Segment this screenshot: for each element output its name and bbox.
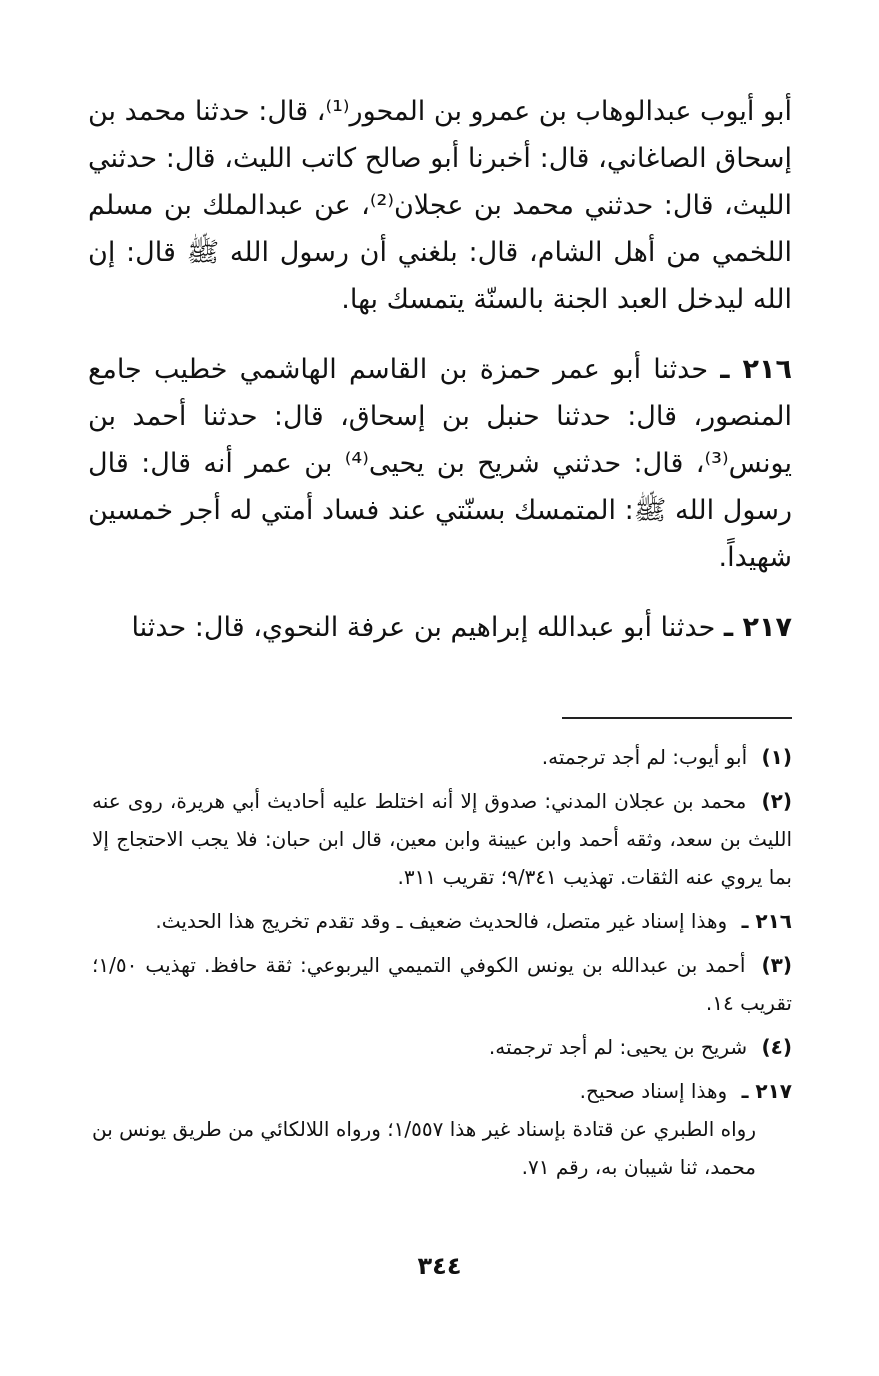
main-text-block xyxy=(88,88,792,651)
hadith-217 xyxy=(88,604,792,651)
hadith-text: حدثنا أبو عبدالله إبراهيم بن عرفة النحوي، قال: حدثنا xyxy=(131,612,716,643)
hadith-number: ٢١٧ ـ xyxy=(723,612,792,643)
hadith-216 xyxy=(88,346,792,581)
footnote-217 xyxy=(92,1072,792,1186)
footnote-text: أبو أيوب: لم أجد ترجمته. xyxy=(541,745,748,769)
footnote-text: محمد بن عجلان المدني: صدوق إلا أنه اختلط عليه أحاديث أبي هريرة، روى عنه الليث بن سعد، وثقه أحمد وابن عيينة وابن معين، قال ابن حبان: فلا يجب الاحتجاج إلا بما يروي عنه الثقات. تهذيب ٩/٣٤١؛ تقريب ٣١١. xyxy=(92,789,792,889)
footnote-tag: (٣) xyxy=(761,953,793,977)
footnote-tag: (١) xyxy=(761,745,792,769)
footnote-text: أحمد بن عبدالله بن يونس الكوفي التميمي اليربوعي: ثقة حافظ. تهذيب ١/٥٠؛ تقريب ١٤. xyxy=(92,953,792,1015)
hadith-number: ٢١٦ ـ xyxy=(720,354,792,385)
footnote-tag: ٢١٧ ـ xyxy=(741,1079,792,1103)
footnote-continuation: رواه الطبري عن قتادة بإسناد غير هذا ١/٥٥٧؛ ورواه اللالكائي من طريق يونس بن محمد، ثنا شيبان به، رقم ٧١. xyxy=(92,1117,756,1179)
footnote-4 xyxy=(92,1028,792,1066)
footnote-2 xyxy=(92,782,792,896)
footnote-216 xyxy=(92,902,792,940)
footnote-tag: (٤) xyxy=(761,1035,792,1059)
footnote-separator xyxy=(562,717,792,719)
footnotes-block xyxy=(92,738,792,1192)
hadith-text: حدثنا أبو عمر حمزة بن القاسم الهاشمي خطيب جامع المنصور، قال: حدثنا حنبل بن إسحاق، قال: حدثنا أحمد بن يونس⁽³⁾، قال: حدثني شريح بن يحيى⁽⁴⁾ بن عمر أنه قال: قال رسول الله ﷺ: المتمسك بسنّتي عند فساد أمتي له أجر خمسين شهيداً. xyxy=(88,354,792,573)
paragraph-continuation: أبو أيوب عبدالوهاب بن عمرو بن المحور⁽¹⁾، قال: حدثنا محمد بن إسحاق الصاغاني، قال: أخبرنا أبو صالح كاتب الليث، قال: حدثني الليث، قال: حدثني محمد بن عجلان⁽²⁾، عن عبدالملك بن مسلم اللخمي من أهل الشام، قال: بلغني أن رسول الله ﷺ قال: إن الله ليدخل العبد الجنة بالسنّة يتمسك بها. xyxy=(88,96,792,315)
footnote-tag: (٢) xyxy=(761,789,793,813)
footnote-text: وهذا إسناد غير متصل، فالحديث ضعيف ـ وقد تقدم تخريج هذا الحديث. xyxy=(155,909,728,933)
page-number: ٣٤٤ xyxy=(417,1252,462,1280)
footnote-text: شريح بن يحيى: لم أجد ترجمته. xyxy=(488,1035,748,1059)
footnote-1 xyxy=(92,738,792,776)
footnote-text: وهذا إسناد صحيح. xyxy=(579,1079,728,1103)
footnote-3 xyxy=(92,946,792,1022)
footnote-tag: ٢١٦ ـ xyxy=(741,909,792,933)
